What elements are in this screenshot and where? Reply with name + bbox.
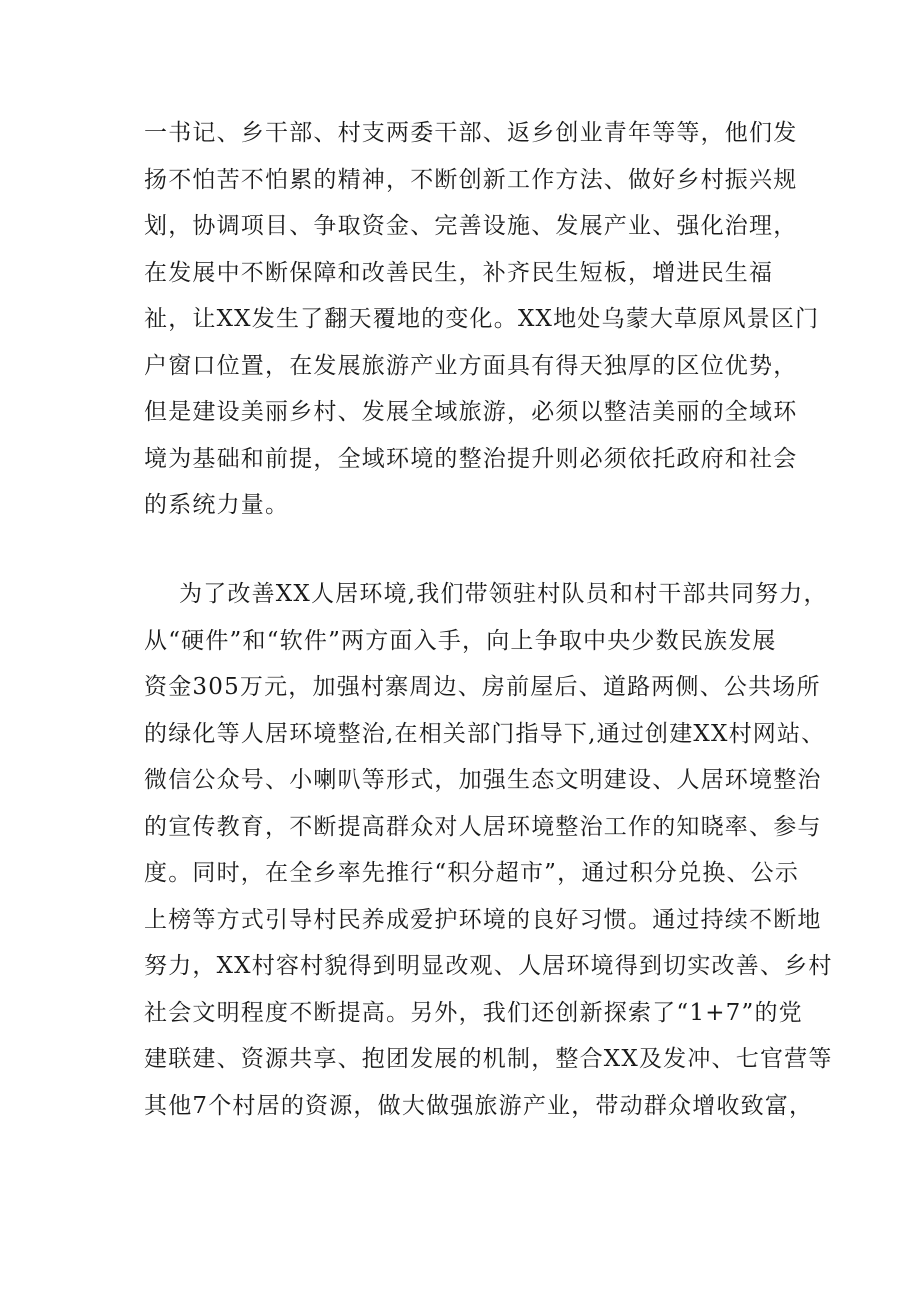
paragraph-line: 扬不怕苦不怕累的精神，不断创新工作方法、做好乡村振兴规 xyxy=(144,166,798,193)
paragraph-line: 境为基础和前提，全域环境的整治提升则必须依托政府和社会 xyxy=(144,445,798,472)
paragraph-line: 努力，XX村容村貌得到明显改观、人居环境得到切实改善、乡村 xyxy=(144,953,833,979)
paragraph-line: 但是建设美丽乡村、发展全域旅游，必须以整洁美丽的全域环 xyxy=(144,399,798,425)
paragraph-line: 祉，让XX发生了翻天覆地的变化。XX地处乌蒙大草原风景区门 xyxy=(144,306,820,332)
paragraph-line: 划，协调项目、争取资金、完善设施、发展产业、强化治理， xyxy=(144,213,798,239)
paragraph-line: 户窗口位置，在发展旅游产业方面具有得天独厚的区位优势， xyxy=(144,352,798,379)
paragraph-line: 资金305万元，加强村寨周边、房前屋后、道路两侧、公共场所 xyxy=(144,674,821,700)
paragraph-1 xyxy=(144,110,820,529)
paragraph-line: 的宣传教育，不断提高群众对人居环境整治工作的知晓率、参与 xyxy=(144,813,822,840)
paragraph-line: 的绿化等人居环境整治,在相关部门指导下,通过创建XX村网站、 xyxy=(144,720,826,747)
paragraph-line: 建联建、资源共享、抱团发展的机制，整合XX及发冲、七官营等 xyxy=(144,1046,833,1072)
paragraph-first-line: 为了改善XX人居环境,我们带领驻村队员和村干部共同努力， xyxy=(179,581,828,607)
paragraph-line: 度。同时，在全乡率先推行“积分超市”，通过积分兑换、公示 xyxy=(144,860,800,886)
paragraph-line: 社会文明程度不断提高。另外，我们还创新探索了“1+7”的党 xyxy=(144,999,803,1026)
paragraph-line: 其他7个村居的资源，做大做强旅游产业，带动群众增收致富， xyxy=(144,1092,814,1119)
paragraph-line: 一书记、乡干部、村支两委干部、返乡创业青年等等，他们发 xyxy=(144,120,798,146)
paragraph-2 xyxy=(144,571,833,1129)
paragraph-line: 在发展中不断保障和改善民生，补齐民生短板，增进民生福 xyxy=(144,259,774,286)
paragraph-line: 从“硬件”和“软件”两方面入手，向上争取中央少数民族发展 xyxy=(144,627,777,654)
paragraph-line: 微信公众号、小喇叭等形式，加强生态文明建设、人居环境整治 xyxy=(144,767,822,793)
paragraph-line: 的系统力量。 xyxy=(144,492,290,518)
paragraph-line: 上榜等方式引导村民养成爱护环境的良好习惯。通过持续不断地 xyxy=(144,906,822,933)
